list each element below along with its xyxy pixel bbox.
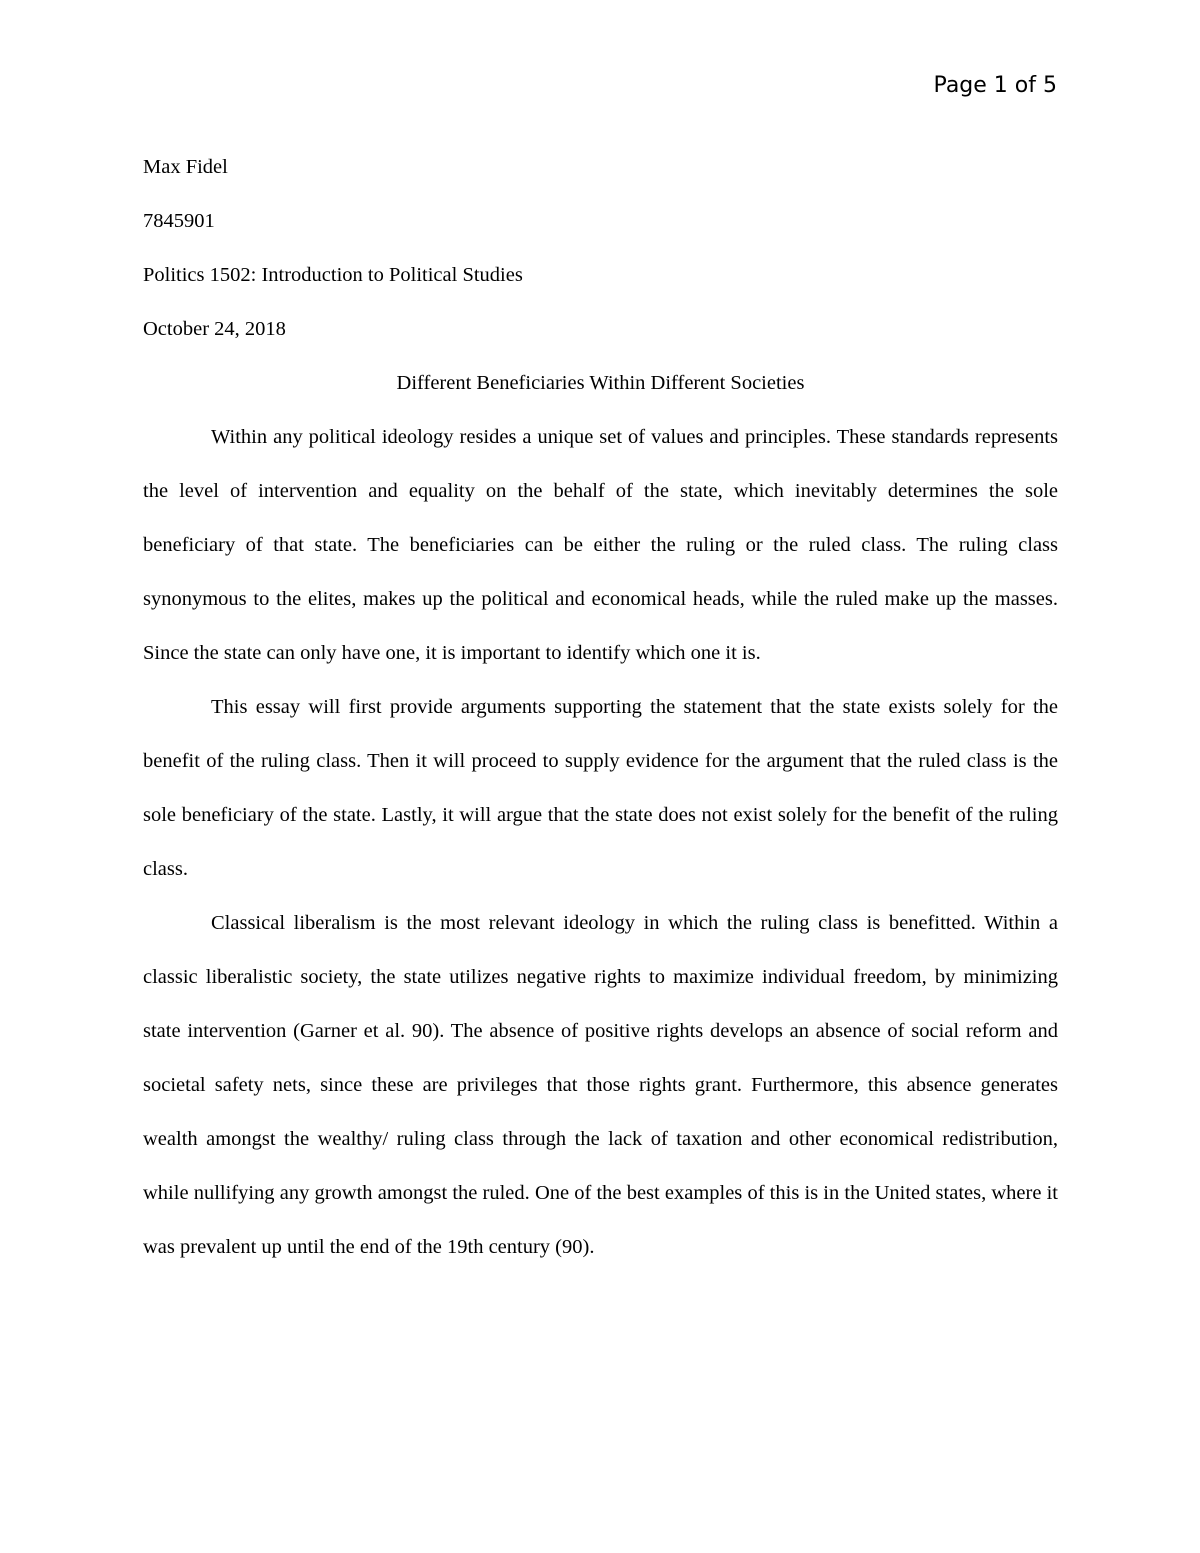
essay-body: [143, 140, 1058, 1274]
student-number: 7845901: [143, 210, 215, 232]
paragraph-3: Classical liberalism is the most relevant ideology in which the ruling class is benefitted. Within a classic liberalistic society, the state utilizes negative rights to maximize individual freedom, by minimizing state intervention (Garner et al. 90). The absence of positive rights develops an absence of social reform and societal safety nets, since these are privileges that those rights grant. Furthermore, this absence generates wealth amongst the wealthy/ ruling class through the lack of taxation and other economical redistribution, while nullifying any growth amongst the ruled. One of the best examples of this is in the United states, where it was prevalent up until the end of the 19th century (90).: [143, 912, 1058, 1258]
essay-date: October 24, 2018: [143, 318, 286, 340]
paragraph-1: Within any political ideology resides a unique set of values and principles. These standards represents the level of intervention and equality on the behalf of the state, which inevitably determines the sole beneficiary of that state. The beneficiaries can be either the ruling or the ruled class. The ruling class synonymous to the elites, makes up the political and economical heads, while the ruled make up the masses. Since the state can only have one, it is important to identify which one it is.: [143, 426, 1058, 664]
page-number-label: Page 1 of 5: [933, 73, 1057, 98]
course-name: Politics 1502: Introduction to Political Studies: [143, 264, 523, 286]
author-name: Max Fidel: [143, 156, 228, 178]
paragraph-2: This essay will first provide arguments supporting the statement that the state exists solely for the benefit of the ruling class. Then it will proceed to supply evidence for the argument that the ruled class is the sole beneficiary of the state. Lastly, it will argue that the state does not exist solely for the benefit of the ruling class.: [143, 696, 1058, 880]
essay-title: Different Beneficiaries Within Different Societies: [396, 372, 805, 394]
